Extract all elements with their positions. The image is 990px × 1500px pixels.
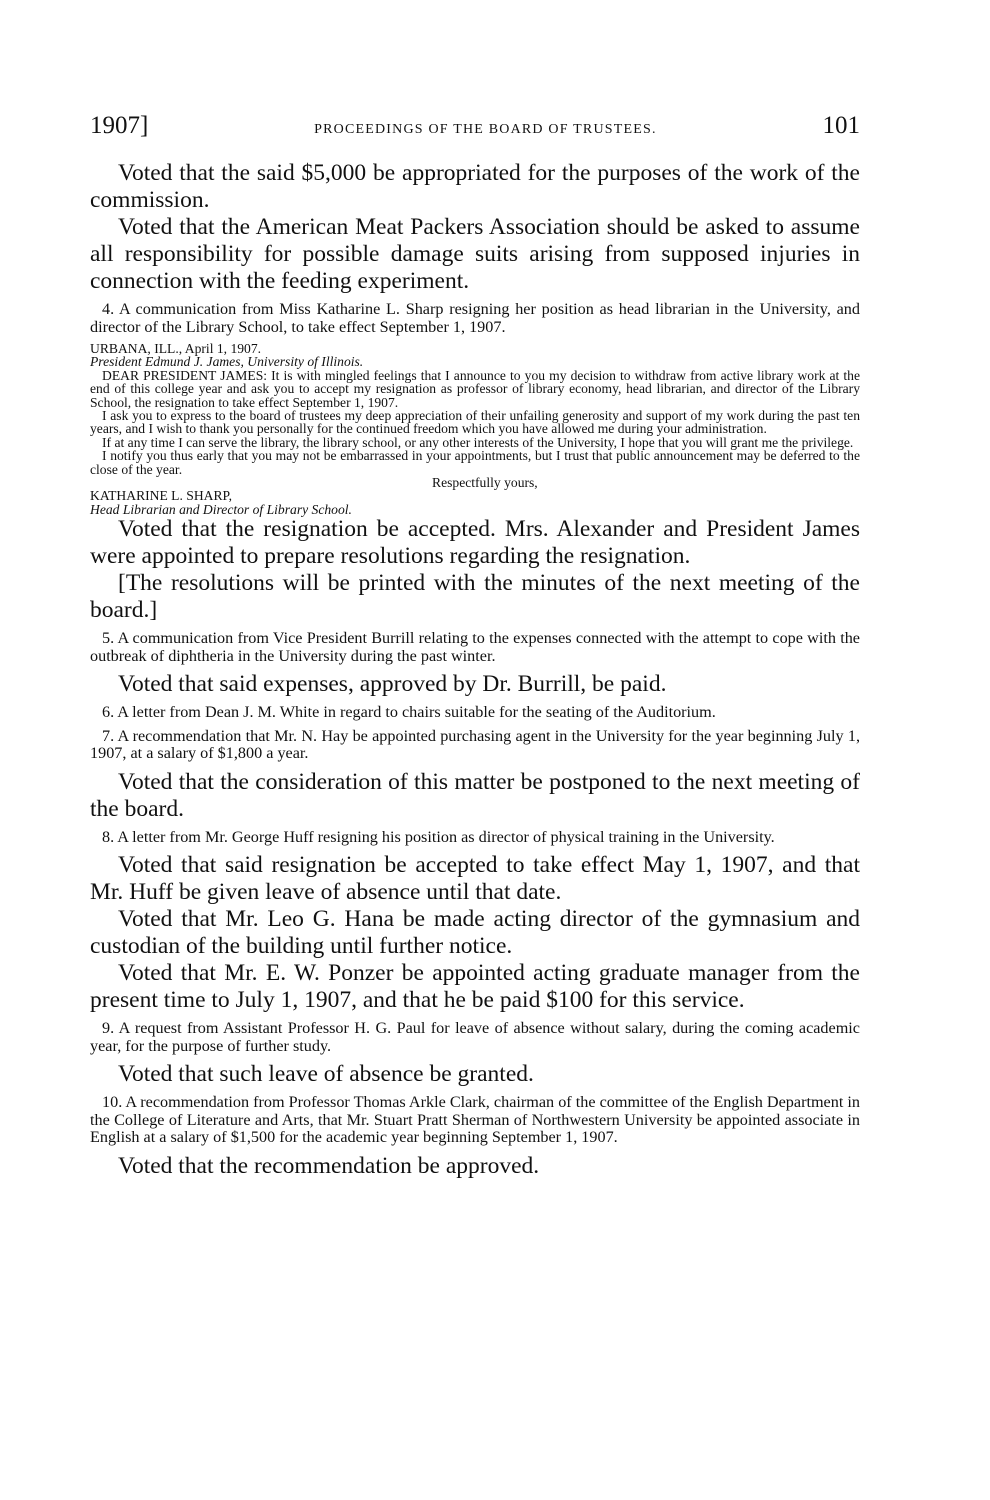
page-number: 101: [822, 112, 860, 139]
item-5-diphtheria-expenses: 5. A communication from Vice President Burrill relating to the expenses connected with the attempt to cope with the outbreak of diphtheria in the University during the past winter.: [90, 629, 860, 665]
letter-paragraph-2: I ask you to express to the board of trustees my deep appreciation of their unfailing generosity and support of my work during the past ten years, and I wish to thank you personally for the continued freedom which you have allowed me during your administration.: [90, 408, 860, 437]
header-title: PROCEEDINGS OF THE BOARD OF TRUSTEES.: [314, 122, 657, 137]
paragraph-vote-meat-packers: Voted that the American Meat Packers Association should be asked to assume all responsibility for possible damage suits arising from supposed injuries in connection with the feeding experiment.: [90, 214, 860, 294]
paragraph-vote-expenses-paid: Voted that said expenses, approved by Dr. Burrill, be paid.: [118, 671, 667, 698]
paragraph-vote-huff-accepted: Voted that said resignation be accepted to take effect May 1, 1907, and that Mr. Huff be given leave of absence until that date.: [90, 852, 860, 906]
letter-paragraph-1: [90, 369, 860, 409]
letter-paragraph-1-text: It is with mingled feelings that I announce to you my decision to withdraw from active library work at the end of this college year and ask you to accept my resignation as professor of library economy, head librarian, and director of the Library School, the resignation to take effect September 1, 1907.: [90, 367, 860, 410]
header-year: 1907]: [90, 112, 149, 139]
letter-paragraph-4: I notify you thus early that you may not be embarrassed in your appointments, but I trust that public announcement may be deferred to the close of the year.: [90, 448, 860, 477]
letter-addressee: President Edmund J. James, University of Illinois.: [90, 354, 364, 370]
paragraph-vote-leave-granted: Voted that such leave of absence be granted.: [118, 1061, 534, 1088]
paragraph-vote-hana-director: Voted that Mr. Leo G. Hana be made acting director of the gymnasium and custodian of the building until further notice.: [90, 906, 860, 960]
letter-signer: KATHARINE L. SHARP,: [90, 488, 232, 504]
letter-signer-title: Head Librarian and Director of Library School.: [90, 501, 352, 517]
paragraph-vote-recommendation-approved: Voted that the recommendation be approved.: [118, 1152, 540, 1179]
paragraph-vote-resignation-accepted: Voted that the resignation be accepted. Mrs. Alexander and President James were appointed to prepare resolutions regarding the resignation.: [90, 516, 860, 570]
paragraph-vote-ponzer-manager: Voted that Mr. E. W. Ponzer be appointed acting graduate manager from the present time to July 1, 1907, and that he be paid $100 for this service.: [90, 960, 860, 1014]
resignation-letter: [90, 342, 860, 516]
paragraph-vote-appropriation: Voted that the said $5,000 be appropriated for the purposes of the work of the commission.: [90, 160, 860, 213]
letter-salutation: DEAR PRESIDENT JAMES:: [102, 367, 268, 383]
paragraph-resolutions-note: [The resolutions will be printed with the minutes of the next meeting of the board.]: [90, 570, 860, 624]
item-10-sherman-appointment: 10. A recommendation from Professor Thomas Arkle Clark, chairman of the committee of the English Department in the College of Literature and Arts, that Mr. Stuart Pratt Sherman of Northwestern University be appointed associate in English at a salary of $1,500 for the academic year beginning September 1, 1907.: [90, 1093, 860, 1147]
item-8-huff-resignation: 8. A letter from Mr. George Huff resigning his position as director of physical training in the University.: [102, 827, 775, 846]
item-7-purchasing-agent: 7. A recommendation that Mr. N. Hay be appointed purchasing agent in the University for the year beginning July 1, 1907, at a salary of $1,800 a year.: [90, 726, 860, 763]
letter-paragraph-3: If at any time I can serve the library, the library school, or any other interests of the University, I hope that you will grant me the privilege.: [102, 434, 854, 450]
page-header: [90, 112, 860, 148]
item-4-sharp-resignation: 4. A communication from Miss Katharine L. Sharp resigning her position as head librarian in the University, and director of the Library School, to take effect September 1, 1907.: [90, 300, 860, 336]
item-6-auditorium-chairs: 6. A letter from Dean J. M. White in regard to chairs suitable for the seating of the Auditorium.: [102, 703, 716, 722]
letter-dateline: URBANA, ILL., April 1, 1907.: [90, 341, 262, 356]
letter-closing: Respectfully yours,: [432, 475, 538, 491]
paragraph-vote-postponed: Voted that the consideration of this matter be postponed to the next meeting of the board.: [90, 768, 860, 822]
item-9-paul-leave: 9. A request from Assistant Professor H. G. Paul for leave of absence without salary, during the coming academic year, for the purpose of further study.: [90, 1019, 860, 1055]
